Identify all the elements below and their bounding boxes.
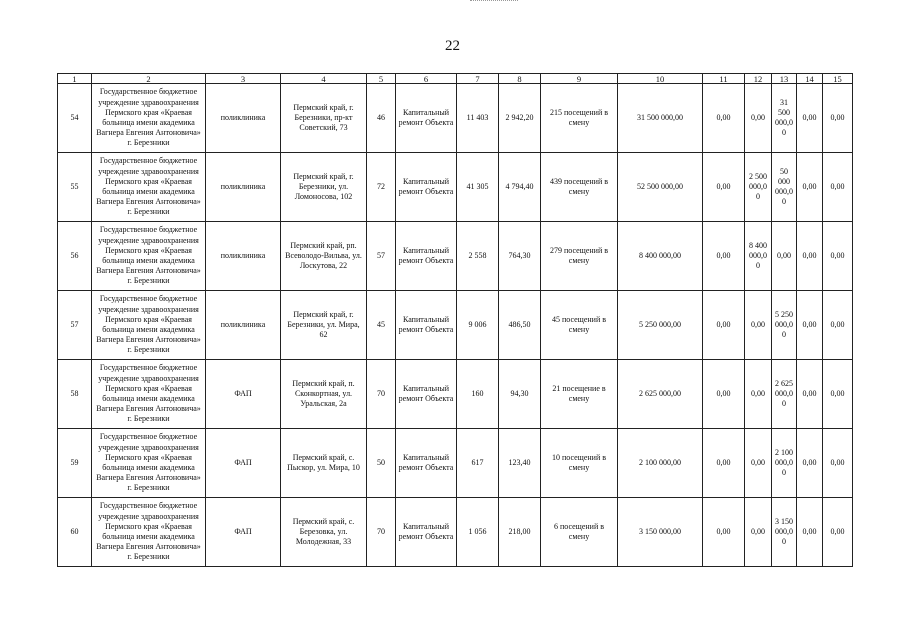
institution-cell: Государственное бюджетное учреждение здравоохранения Пермского края «Краевая больница имени академика Вагнера Евгения Антоновича» г. Березники xyxy=(92,360,206,429)
column-number: 9 xyxy=(541,74,618,84)
work-type-cell: Капитальный ремонт Объекта xyxy=(396,153,457,222)
col13-cell: 2 100 000,0 0 xyxy=(772,429,797,498)
facility-type-cell: поликлиника xyxy=(206,222,281,291)
work-type-cell: Капитальный ремонт Объекта xyxy=(396,429,457,498)
column-number: 5 xyxy=(367,74,396,84)
col5-cell: 70 xyxy=(367,360,396,429)
col14-cell: 0,00 xyxy=(797,84,823,153)
facility-type-cell: поликлиника xyxy=(206,84,281,153)
col5-cell: 57 xyxy=(367,222,396,291)
work-type-cell: Капитальный ремонт Объекта xyxy=(396,84,457,153)
column-number: 10 xyxy=(618,74,703,84)
total-cost-cell: 2 625 000,00 xyxy=(618,360,703,429)
col15-cell: 0,00 xyxy=(823,498,853,567)
col12-cell: 0,00 xyxy=(745,291,772,360)
capacity-cell: 6 посещений в смену xyxy=(541,498,618,567)
col7-cell: 160 xyxy=(457,360,499,429)
total-cost-cell: 52 500 000,00 xyxy=(618,153,703,222)
col7-cell: 41 305 xyxy=(457,153,499,222)
table-row xyxy=(58,498,853,567)
institution-cell: Государственное бюджетное учреждение здравоохранения Пермского края «Краевая больница имени академика Вагнера Евгения Антоновича» г. Березники xyxy=(92,429,206,498)
col14-cell: 0,00 xyxy=(797,153,823,222)
col11-cell: 0,00 xyxy=(703,291,745,360)
col11-cell: 0,00 xyxy=(703,222,745,291)
col11-cell: 0,00 xyxy=(703,153,745,222)
col12-cell: 8 400 000,0 0 xyxy=(745,222,772,291)
col11-cell: 0,00 xyxy=(703,429,745,498)
column-number: 3 xyxy=(206,74,281,84)
col11-cell: 0,00 xyxy=(703,360,745,429)
column-number: 8 xyxy=(499,74,541,84)
col11-cell: 0,00 xyxy=(703,498,745,567)
col13-cell: 31 500 000,0 0 xyxy=(772,84,797,153)
row-number-cell: 58 xyxy=(58,360,92,429)
capacity-cell: 279 посещений в смену xyxy=(541,222,618,291)
table-row xyxy=(58,153,853,222)
total-cost-cell: 3 150 000,00 xyxy=(618,498,703,567)
col7-cell: 11 403 xyxy=(457,84,499,153)
table-row xyxy=(58,360,853,429)
column-number: 6 xyxy=(396,74,457,84)
work-type-cell: Капитальный ремонт Объекта xyxy=(396,291,457,360)
total-cost-cell: 8 400 000,00 xyxy=(618,222,703,291)
col8-cell: 2 942,20 xyxy=(499,84,541,153)
col5-cell: 72 xyxy=(367,153,396,222)
table-row xyxy=(58,84,853,153)
column-number: 14 xyxy=(797,74,823,84)
col8-cell: 94,30 xyxy=(499,360,541,429)
total-cost-cell: 2 100 000,00 xyxy=(618,429,703,498)
col14-cell: 0,00 xyxy=(797,360,823,429)
row-number-cell: 57 xyxy=(58,291,92,360)
row-number-cell: 59 xyxy=(58,429,92,498)
col12-cell: 0,00 xyxy=(745,429,772,498)
column-number: 11 xyxy=(703,74,745,84)
institution-cell: Государственное бюджетное учреждение здравоохранения Пермского края «Краевая больница имени академика Вагнера Евгения Антоновича» г. Березники xyxy=(92,498,206,567)
col8-cell: 764,30 xyxy=(499,222,541,291)
total-cost-cell: 5 250 000,00 xyxy=(618,291,703,360)
col15-cell: 0,00 xyxy=(823,84,853,153)
address-cell: Пермский край, с. Березовка, ул. Молодежная, 33 xyxy=(281,498,367,567)
work-type-cell: Капитальный ремонт Объекта xyxy=(396,498,457,567)
col11-cell: 0,00 xyxy=(703,84,745,153)
address-cell: Пермский край, п. Сконкортная, ул. Уральская, 2а xyxy=(281,360,367,429)
col15-cell: 0,00 xyxy=(823,291,853,360)
col14-cell: 0,00 xyxy=(797,429,823,498)
facility-type-cell: ФАП xyxy=(206,498,281,567)
col13-cell: 50 000 000,0 0 xyxy=(772,153,797,222)
row-number-cell: 54 xyxy=(58,84,92,153)
address-cell: Пермский край, г. Березники, пр-кт Советский, 73 xyxy=(281,84,367,153)
address-cell: Пермский край, г. Березники, ул. Ломоносова, 102 xyxy=(281,153,367,222)
col7-cell: 1 056 xyxy=(457,498,499,567)
col12-cell: 2 500 000,0 0 xyxy=(745,153,772,222)
col13-cell: 3 150 000,0 0 xyxy=(772,498,797,567)
institution-cell: Государственное бюджетное учреждение здравоохранения Пермского края «Краевая больница имени академика Вагнера Евгения Антоновича» г. Березники xyxy=(92,222,206,291)
capacity-cell: 215 посещений в смену xyxy=(541,84,618,153)
column-number: 13 xyxy=(772,74,797,84)
col7-cell: 617 xyxy=(457,429,499,498)
column-number: 1 xyxy=(58,74,92,84)
col12-cell: 0,00 xyxy=(745,360,772,429)
col13-cell: 2 625 000,0 0 xyxy=(772,360,797,429)
col12-cell: 0,00 xyxy=(745,84,772,153)
data-table xyxy=(57,73,853,567)
facility-type-cell: ФАП xyxy=(206,429,281,498)
col5-cell: 45 xyxy=(367,291,396,360)
col8-cell: 123,40 xyxy=(499,429,541,498)
col12-cell: 0,00 xyxy=(745,498,772,567)
col14-cell: 0,00 xyxy=(797,291,823,360)
col13-cell: 0,00 xyxy=(772,222,797,291)
page-number: 22 xyxy=(445,38,460,54)
table-row xyxy=(58,429,853,498)
address-cell: Пермский край, г. Березники, ул. Мира, 62 xyxy=(281,291,367,360)
col8-cell: 4 794,40 xyxy=(499,153,541,222)
capacity-cell: 21 посещение в смену xyxy=(541,360,618,429)
col13-cell: 5 250 000,0 0 xyxy=(772,291,797,360)
table-row xyxy=(58,222,853,291)
col5-cell: 70 xyxy=(367,498,396,567)
row-number-cell: 56 xyxy=(58,222,92,291)
capacity-cell: 45 посещений в смену xyxy=(541,291,618,360)
column-number: 2 xyxy=(92,74,206,84)
column-number: 15 xyxy=(823,74,853,84)
col7-cell: 9 006 xyxy=(457,291,499,360)
col5-cell: 46 xyxy=(367,84,396,153)
col15-cell: 0,00 xyxy=(823,222,853,291)
column-number: 4 xyxy=(281,74,367,84)
facility-type-cell: поликлиника xyxy=(206,291,281,360)
col8-cell: 218,00 xyxy=(499,498,541,567)
col7-cell: 2 558 xyxy=(457,222,499,291)
scan-artifact xyxy=(470,0,518,4)
facility-type-cell: ФАП xyxy=(206,360,281,429)
institution-cell: Государственное бюджетное учреждение здравоохранения Пермского края «Краевая больница имени академика Вагнера Евгения Антоновича» г. Березники xyxy=(92,84,206,153)
row-number-cell: 60 xyxy=(58,498,92,567)
col15-cell: 0,00 xyxy=(823,153,853,222)
col15-cell: 0,00 xyxy=(823,360,853,429)
facility-type-cell: поликлиника xyxy=(206,153,281,222)
column-number: 12 xyxy=(745,74,772,84)
work-type-cell: Капитальный ремонт Объекта xyxy=(396,222,457,291)
institution-cell: Государственное бюджетное учреждение здравоохранения Пермского края «Краевая больница имени академика Вагнера Евгения Антоновича» г. Березники xyxy=(92,291,206,360)
work-type-cell: Капитальный ремонт Объекта xyxy=(396,360,457,429)
col15-cell: 0,00 xyxy=(823,429,853,498)
address-cell: Пермский край, с. Пыскор, ул. Мира, 10 xyxy=(281,429,367,498)
column-number-row xyxy=(58,74,853,84)
institution-cell: Государственное бюджетное учреждение здравоохранения Пермского края «Краевая больница имени академика Вагнера Евгения Антоновича» г. Березники xyxy=(92,153,206,222)
capacity-cell: 439 посещений в смену xyxy=(541,153,618,222)
capacity-cell: 10 посещений в смену xyxy=(541,429,618,498)
col8-cell: 486,50 xyxy=(499,291,541,360)
table-row xyxy=(58,291,853,360)
column-number: 7 xyxy=(457,74,499,84)
address-cell: Пермский край, рп. Всеволодо-Вильва, ул. Лоскутова, 22 xyxy=(281,222,367,291)
col14-cell: 0,00 xyxy=(797,498,823,567)
total-cost-cell: 31 500 000,00 xyxy=(618,84,703,153)
col5-cell: 50 xyxy=(367,429,396,498)
row-number-cell: 55 xyxy=(58,153,92,222)
col14-cell: 0,00 xyxy=(797,222,823,291)
